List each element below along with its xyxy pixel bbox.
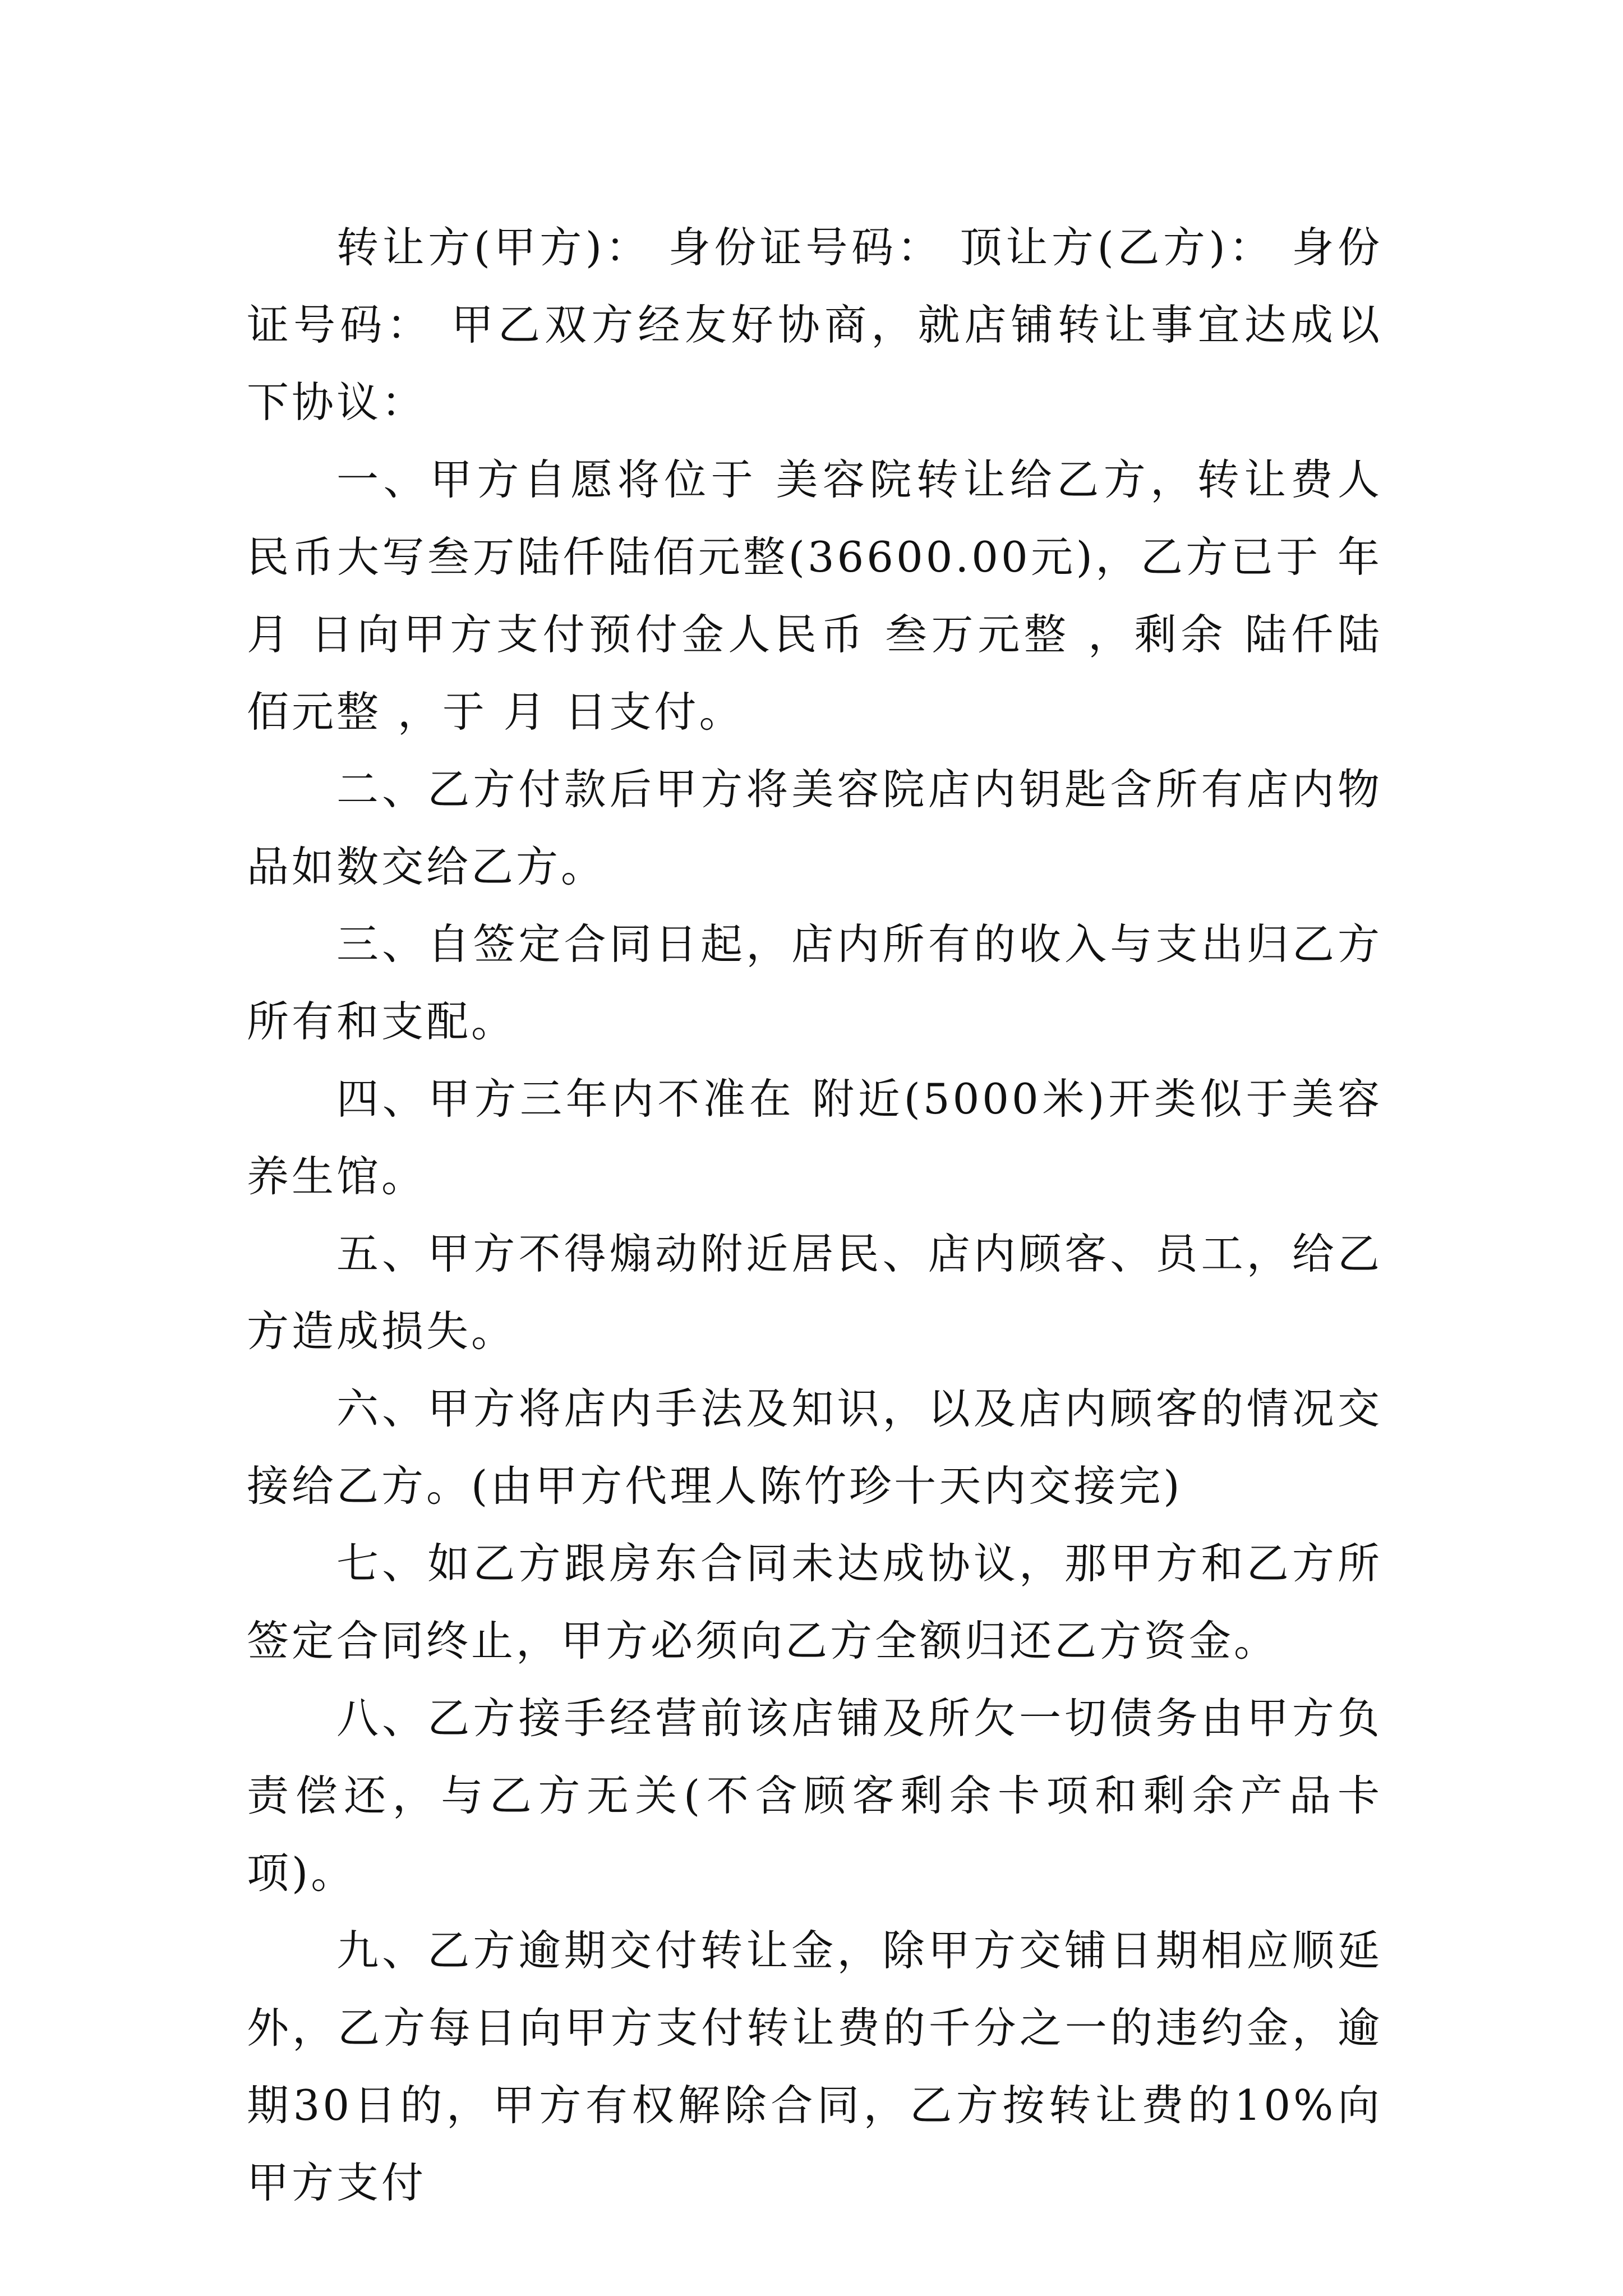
paragraph-clause-3: 三、自签定合同日起，店内所有的收入与支出归乙方所有和支配。 — [247, 919, 1382, 1046]
paragraph-clause-2: 二、乙方付款后甲方将美容院店内钥匙含所有店内物品如数交给乙方。 — [247, 765, 1382, 891]
paragraph-clause-1: 一、甲方自愿将位于 美容院转让给乙方，转让费人民币大写叁万陆仟陆佰元整(36600.00元)，乙方已于 年 月 日向甲方支付预付金人民币 叁万元整 ，剩余 陆仟陆佰元整 ，于 月 日支付。 — [247, 455, 1382, 737]
paragraph-clause-7: 七、如乙方跟房东合同未达成协议，那甲方和乙方所签定合同终止，甲方必须向乙方全额归还乙方资金。 — [247, 1539, 1382, 1665]
contract-body — [247, 209, 1382, 2221]
paragraph-intro: 转让方(甲方)： 身份证号码： 顶让方(乙方)： 身份证号码： 甲乙双方经友好协商，就店铺转让事宜达成以下协议： — [247, 223, 1382, 427]
paragraph-clause-4: 四、甲方三年内不准在 附近(5000米)开类似于美容养生馆。 — [247, 1074, 1382, 1201]
paragraph-clause-6: 六、甲方将店内手法及知识，以及店内顾客的情况交接给乙方。(由甲方代理人陈竹珍十天内交接完) — [247, 1384, 1382, 1511]
paragraph-clause-9: 九、乙方逾期交付转让金，除甲方交铺日期相应顺延外，乙方每日向甲方支付转让费的千分之一的违约金，逾期30日的，甲方有权解除合同，乙方按转让费的10%向甲方支付 — [247, 1926, 1382, 2207]
paragraph-clause-5: 五、甲方不得煽动附近居民、店内顾客、员工，给乙方造成损失。 — [247, 1229, 1382, 1356]
paragraph-clause-8: 八、乙方接手经营前该店铺及所欠一切债务由甲方负责偿还，与乙方无关(不含顾客剩余卡项和剩余产品卡项)。 — [247, 1694, 1382, 1898]
